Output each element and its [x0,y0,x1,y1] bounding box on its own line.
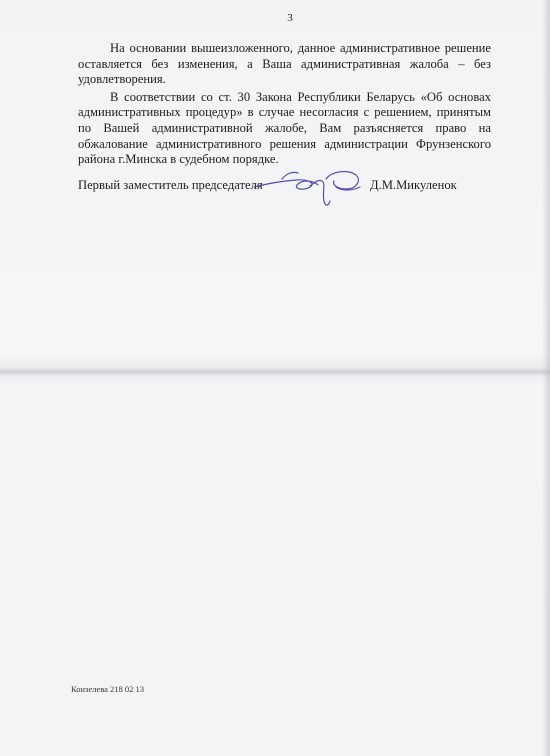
paper-fold-crease [0,368,550,376]
paper-edge-shadow [542,0,550,756]
signer-title: Первый заместитель председателя [78,178,263,192]
executor-note: Конзелева 218 02 13 [71,684,144,694]
signer-name: Д.М.Микуленок [370,178,457,192]
letter-body [78,41,491,170]
page-number: 3 [287,12,293,24]
paragraph-decision: На основании вышеизложенного, данное административное решение оставляется без изменения, а Ваша административная жалоба – без удовлетворения. [78,41,491,87]
paragraph-appeal-rights: В соответствии со ст. 30 Закона Республики Беларусь «Об основах административных процедур» в случае несогласия с решением, принятым по Вашей административной жалобе, Вам разъясняется право на обжалование административного решения администрации Фрунзенского района г.Минска в судебном порядке. [78,89,491,167]
handwritten-signature [252,165,364,209]
